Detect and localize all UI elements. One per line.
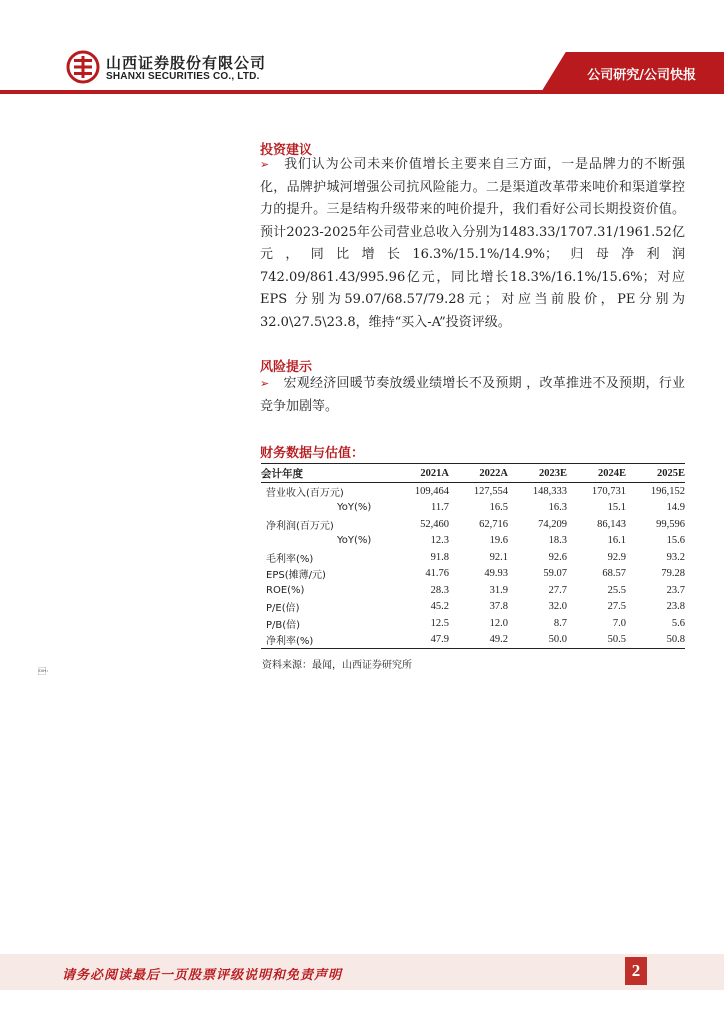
bullet-arrow-icon: ➢: [260, 158, 270, 171]
table-cell: 92.1: [489, 551, 508, 563]
bullet-arrow-icon: ➢: [260, 377, 270, 390]
table-cell: 47.9: [430, 634, 449, 646]
table-cell: 14.9: [666, 502, 685, 514]
risk-title: 风险提示: [260, 360, 313, 375]
table-row: [261, 582, 685, 599]
row-label: YoY(%): [337, 502, 372, 514]
table-cell: 59.07: [543, 568, 567, 580]
table-cell: 41.76: [425, 568, 449, 580]
risk-text: 宏观经济回暖节奏放缓业绩增长不及预期 ，改革推进不及预期，行业竞争加剧等。: [260, 376, 685, 414]
company-logo-icon: [66, 50, 100, 84]
table-cell: 79.28: [661, 568, 685, 580]
risk-paragraph: [260, 373, 685, 418]
table-cell: 31.9: [489, 584, 508, 596]
table-cell: 28.3: [430, 584, 449, 596]
table-cell: 45.2: [430, 601, 449, 613]
page-number: 2: [625, 957, 647, 985]
table-cell: 127,554: [473, 485, 508, 497]
row-label: 净利率(%): [266, 636, 314, 648]
row-label: YoY(%): [337, 535, 372, 547]
table-row: [261, 632, 685, 649]
row-label: 营业收入(百万元): [266, 487, 344, 499]
table-cell: 12.5: [430, 617, 449, 629]
table-row: [261, 500, 685, 517]
investment-paragraph: [260, 154, 685, 334]
table-cell: 196,152: [650, 485, 685, 497]
row-label: ROE(%): [266, 584, 305, 596]
row-label: EPS(摊薄/元): [266, 570, 326, 582]
table-cell: 49.93: [484, 568, 508, 580]
table-cell: 23.7: [666, 584, 685, 596]
stray-mark: ·: [38, 667, 49, 676]
table-row: [261, 615, 685, 632]
table-cell: 27.5: [607, 601, 626, 613]
table-cell: 50.5: [607, 634, 626, 646]
table-header-row: [261, 464, 685, 483]
table-cell: 109,464: [414, 485, 449, 497]
table-cell: 170,731: [591, 485, 626, 497]
table-cell: 7.0: [612, 617, 626, 629]
column-header: 2024E: [567, 464, 626, 483]
table-cell: 37.8: [489, 601, 508, 613]
table-cell: 18.3: [548, 535, 567, 547]
column-header: 会计年度: [261, 464, 390, 483]
page-header: [0, 0, 724, 100]
table-cell: 49.2: [489, 634, 508, 646]
table-cell: 92.9: [607, 551, 626, 563]
table-cell: 12.0: [489, 617, 508, 629]
table-cell: 15.1: [607, 502, 626, 514]
column-header: 2021A: [390, 464, 449, 483]
table-cell: 11.7: [431, 502, 449, 514]
table-cell: 68.57: [602, 568, 626, 580]
table-cell: 8.7: [553, 617, 567, 629]
financials-title: 财务数据与估值：: [260, 446, 365, 461]
column-header: 2023E: [508, 464, 567, 483]
table-cell: 27.7: [548, 584, 567, 596]
investment-text: 我们认为公司未来价值增长主要来自三方面，一是品牌力的不断强化，品牌护城河增强公司抗风险能力。二是渠道改革带来吨价和渠道掌控力的提升。三是结构升级带来的吨价提升，我们看好公司长期投资价值。预计2023-2025年公司营业总收入分别为1483.33/1707.31/1961.52亿元，同比增长16.3%/15.1%/14.9%；归母净利润742.09/861.43/995.96亿元，同比增长18.3%/16.1%/15.6%；对应 EPS 分别为59.07/68.57/79.28元；对应当前股价，PE分别为32.0\27.5\23.8，维持“买入-A”投资评级。: [260, 157, 685, 330]
table-cell: 91.8: [430, 551, 449, 563]
table-cell: 32.0: [548, 601, 567, 613]
table-cell: 99,596: [656, 518, 685, 530]
company-name-en: SHANXI SECURITIES CO., LTD.: [106, 71, 260, 82]
data-source-note: 资料来源：最闻，山西证券研究所: [262, 660, 412, 671]
table-cell: 15.6: [666, 535, 685, 547]
row-label: 净利润(百万元): [266, 520, 334, 532]
footer-disclaimer: 请务必阅读最后一页股票评级说明和免责声明: [62, 968, 343, 983]
table-cell: 16.1: [607, 535, 626, 547]
header-divider: [0, 90, 724, 94]
table-cell: 86,143: [597, 518, 626, 530]
table-cell: 25.5: [607, 584, 626, 596]
investment-title: 投资建议: [260, 143, 313, 158]
table-cell: 74,209: [538, 518, 567, 530]
company-name-cn: 山西证券股份有限公司: [106, 54, 267, 72]
table-cell: 148,333: [532, 485, 567, 497]
table-cell: 50.8: [666, 634, 685, 646]
report-tag: 公司研究/公司快报: [587, 68, 696, 83]
column-header: 2022A: [449, 464, 508, 483]
table-cell: 16.3: [548, 502, 567, 514]
table-cell: 62,716: [479, 518, 508, 530]
table-row: [261, 483, 685, 500]
table-cell: 12.3: [430, 535, 449, 547]
row-label: 毛利率(%): [266, 553, 314, 565]
table-cell: 93.2: [666, 551, 685, 563]
column-header: 2025E: [626, 464, 685, 483]
table-cell: 52,460: [420, 518, 449, 530]
row-label: P/E(倍): [266, 603, 300, 615]
table-cell: 5.6: [671, 617, 685, 629]
table-cell: 19.6: [489, 535, 508, 547]
row-label: P/B(倍): [266, 619, 301, 631]
table-cell: 16.5: [489, 502, 508, 514]
table-row: [261, 533, 685, 550]
table-row: [261, 549, 685, 566]
table-cell: 92.6: [548, 551, 567, 563]
table-row: [261, 516, 685, 533]
table-cell: 23.8: [666, 601, 685, 613]
table-body: [261, 483, 685, 649]
table-row: [261, 599, 685, 616]
table-cell: 50.0: [548, 634, 567, 646]
financial-table: [261, 463, 685, 649]
table-row: [261, 566, 685, 583]
